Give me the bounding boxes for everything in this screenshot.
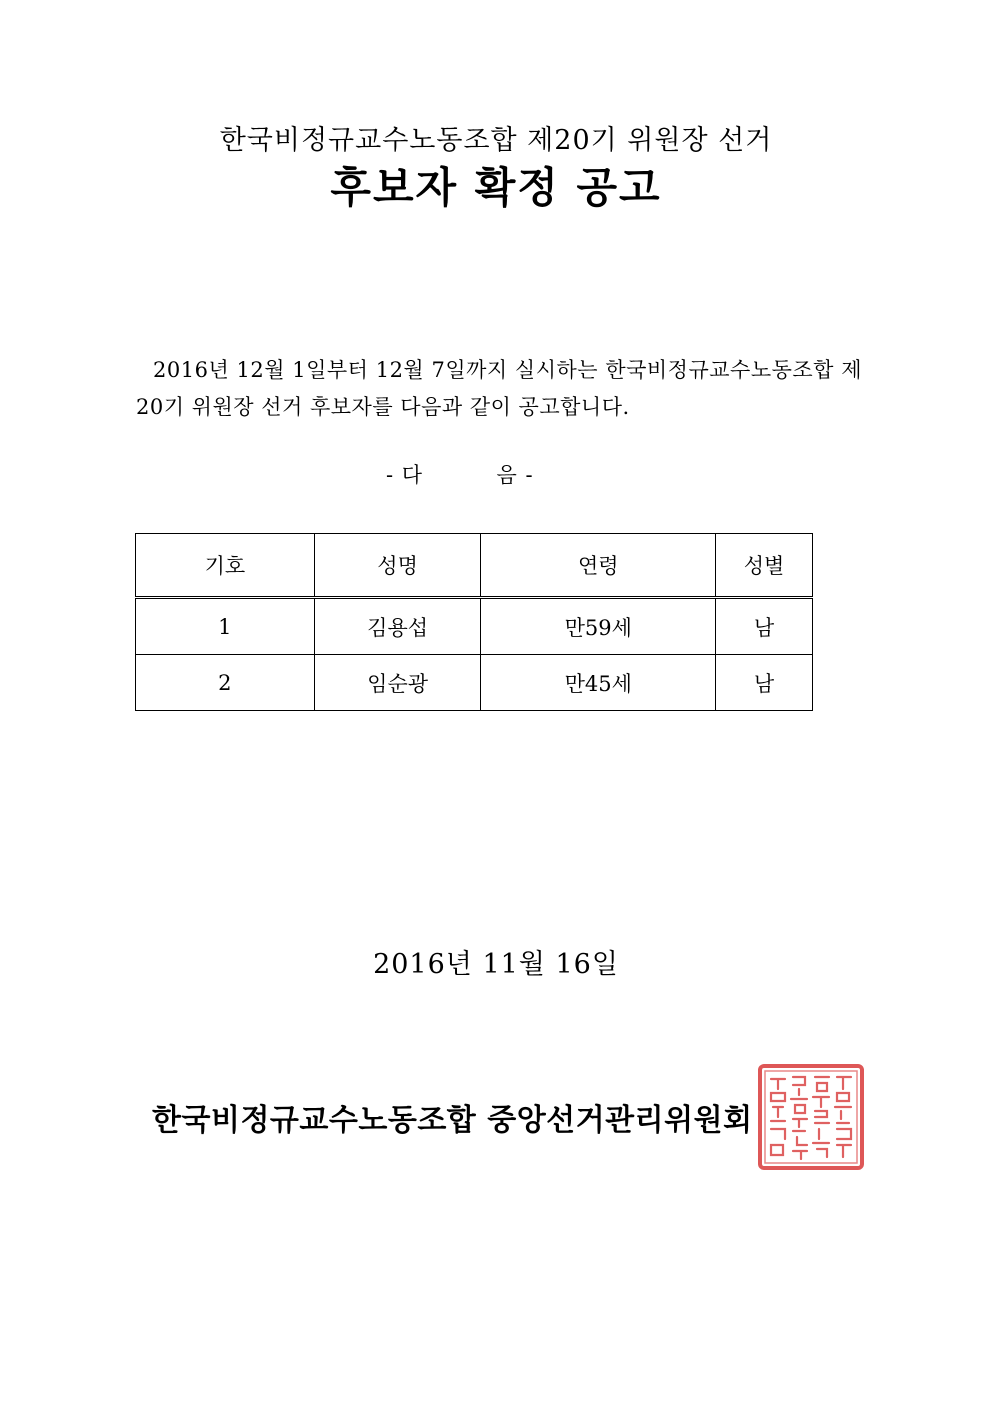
header-cell-name: 성명 (314, 534, 481, 598)
cell-gender: 남 (716, 655, 813, 711)
announcement-title: 후보자 확정 공고 (330, 163, 662, 212)
section-char-left: 다 (401, 463, 424, 487)
header-cell-number: 기호 (136, 534, 315, 598)
candidate-table (135, 533, 813, 711)
table-header-row (136, 534, 813, 598)
cell-name: 김용섭 (314, 598, 481, 655)
announcement-subtitle: 한국비정규교수노동조합 제20기 위원장 선거 (219, 125, 773, 156)
body-paragraph: 2016년 12월 1일부터 12월 7일까지 실시하는 한국비정규교수노동조합 제20기 위원장 선거 후보자를 다음과 같이 공고합니다. (136, 358, 862, 419)
table-row (136, 655, 813, 711)
seal-glyphs (771, 1077, 851, 1159)
announcement-date: 2016년 11월 16일 (373, 949, 619, 980)
cell-age: 만45세 (481, 655, 716, 711)
cell-gender: 남 (716, 598, 813, 655)
issuing-organization: 한국비정규교수노동조합 중앙선거관리위원회 (152, 1103, 753, 1138)
section-dash-left: - (386, 463, 395, 487)
section-mark (386, 459, 534, 489)
section-char-right: 음 (496, 463, 518, 487)
cell-name: 임순광 (314, 655, 481, 711)
cell-number: 2 (136, 655, 315, 711)
table-row (136, 598, 813, 655)
official-seal-stamp (757, 1063, 865, 1171)
section-dash-right: - (525, 463, 534, 487)
cell-age: 만59세 (481, 598, 716, 655)
seal-border (760, 1066, 862, 1168)
header-cell-age: 연령 (481, 534, 716, 598)
announcement-body (136, 352, 862, 426)
cell-number: 1 (136, 598, 315, 655)
header-cell-gender: 성별 (716, 534, 813, 598)
